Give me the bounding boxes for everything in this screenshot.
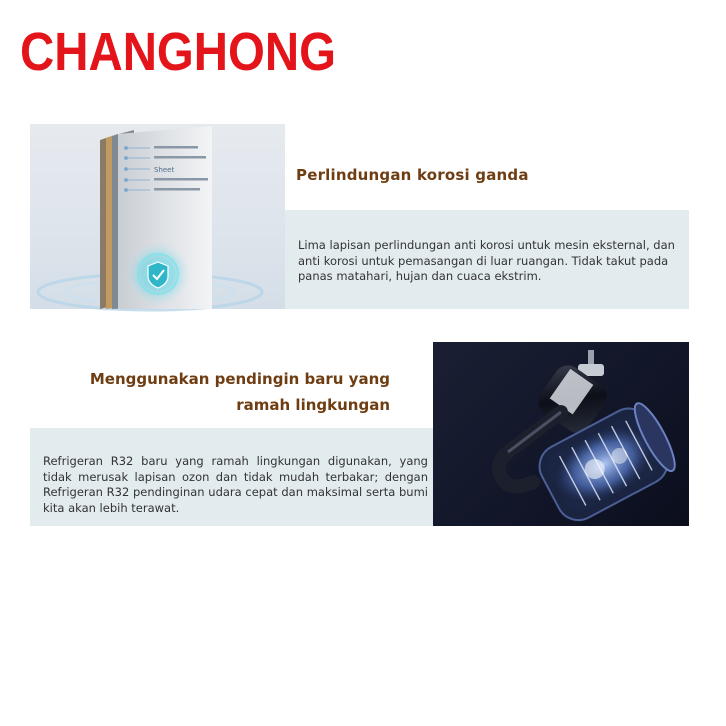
- section2-title-line2: ramah lingkungan: [236, 396, 390, 414]
- section1-title: Perlindungan korosi ganda: [296, 166, 529, 184]
- section2-description: Refrigeran R32 baru yang ramah lingkungan digunakan, yang tidak merusak lapisan ozon dan tidak mudah terbakar; dengan Refrigeran R32 pendinginan udara cepat dan maksimal serta bumi kita akan lebih terawat.: [43, 454, 428, 515]
- layer-label-sheet: Sheet: [154, 166, 175, 174]
- corrosion-layers-image: [30, 124, 285, 309]
- section2-title-line1: Menggunakan pendingin baru yang: [89, 370, 390, 388]
- section1-description: Lima lapisan perlindungan anti korosi untuk mesin eksternal, dan anti korosi untuk pemasangan di luar ruangan. Tidak takut pada panas matahari, hujan dan cuaca ekstrim.: [298, 238, 675, 283]
- shield-check-icon: [148, 262, 168, 288]
- brand-logo-text: CHANGHONG: [20, 22, 336, 82]
- brand-logo: [20, 22, 336, 82]
- section2-title: [60, 366, 390, 418]
- compressor-image: [433, 342, 689, 526]
